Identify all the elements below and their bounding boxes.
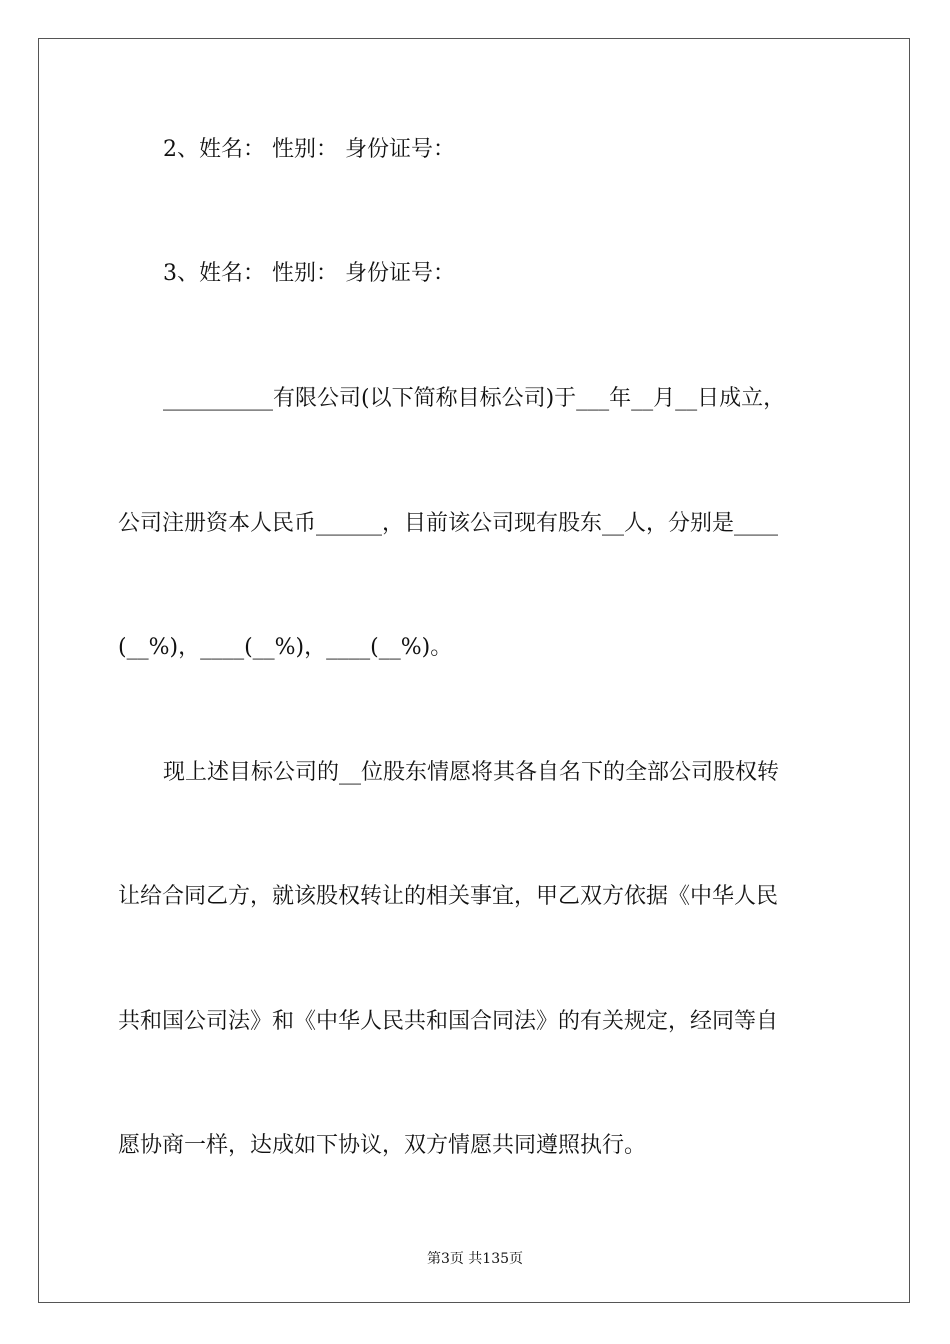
text-line-6: 现上述目标公司的__位股东情愿将其各自名下的全部公司股权转 <box>163 760 780 785</box>
text-line-8: 共和国公司法》和《中华人民共和国合同法》的有关规定，经同等自 <box>118 1009 779 1034</box>
page-border <box>38 38 910 1303</box>
text-line-2: 3、姓名： 性别： 身份证号： <box>163 261 455 286</box>
text-line-3: __________有限公司(以下简称目标公司)于___年__月__日成立， <box>163 386 786 411</box>
page-number-footer: 第3页 共135页 <box>426 1251 524 1267</box>
text-line-1: 2、姓名： 性别： 身份证号： <box>163 137 455 162</box>
text-line-7: 让给合同乙方，就该股权转让的相关事宜，甲乙双方依据《中华人民 <box>118 884 779 909</box>
text-line-9: 愿协商一样，达成如下协议，双方情愿共同遵照执行。 <box>118 1133 647 1158</box>
text-line-4: 公司注册资本人民币______，目前该公司现有股东__人，分别是____ <box>118 511 779 536</box>
text-line-5: (__%)，____(__%)，____(__%)。 <box>118 635 453 660</box>
